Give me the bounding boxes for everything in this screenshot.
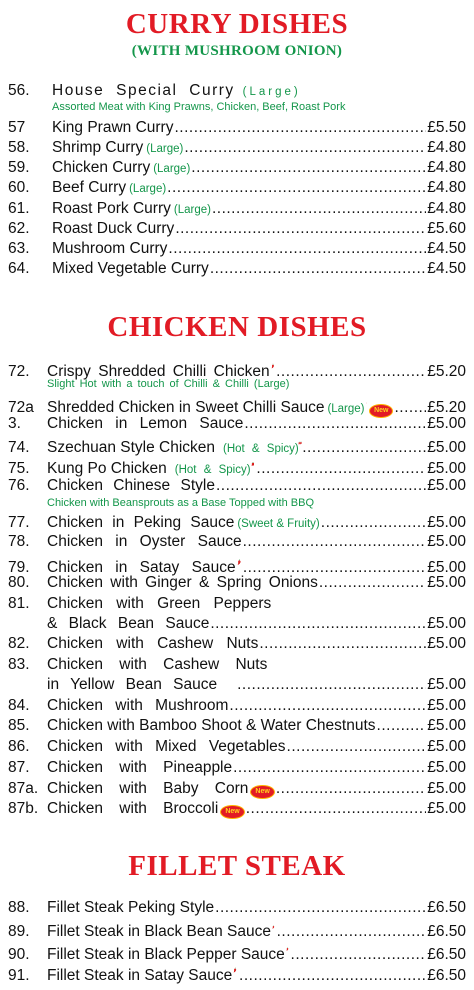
- item-number: 80.: [8, 574, 30, 591]
- item-number: 72a: [8, 399, 34, 416]
- item-price: £5.00: [427, 717, 466, 734]
- item-name: Chicken Chinese Style: [47, 477, 215, 494]
- item-name: King Prawn Curry: [52, 119, 174, 136]
- curry-section-title: CURRY DISHES: [125, 8, 349, 40]
- item-number: 84.: [8, 697, 30, 714]
- item-size: (Large): [153, 163, 191, 175]
- item-number: 60.: [8, 179, 30, 196]
- chili-icon: [286, 939, 289, 959]
- item-number: 72.: [8, 363, 30, 380]
- item-number: 81.: [8, 595, 30, 612]
- item-number: 90.: [8, 946, 30, 963]
- item-name: Mushroom Curry: [52, 240, 168, 257]
- item-price: £4.80: [427, 179, 466, 196]
- leader-dots: [215, 898, 426, 918]
- chili-icon: [272, 918, 275, 936]
- menu-item-59: [8, 158, 466, 178]
- item-price: £4.80: [427, 139, 466, 156]
- chili-icon: [366, 394, 367, 412]
- item-name: Chicken with Ginger & Spring Onions: [47, 574, 318, 591]
- item-number: 87a.: [8, 780, 39, 797]
- item-name: Fillet Steak in Black Pepper Sauce: [47, 946, 285, 963]
- item-price: £5.00: [427, 460, 466, 477]
- item-name: Chicken with Green Peppers: [47, 595, 272, 612]
- item-name: Chicken with Mixed Vegetables: [47, 738, 286, 755]
- menu-item-56: [8, 81, 466, 101]
- item-price: £5.00: [427, 559, 466, 576]
- item-name: Roast Pork Curry: [52, 200, 171, 217]
- item-price: £5.00: [427, 514, 466, 531]
- leader-dots: [276, 779, 426, 799]
- leader-dots: [377, 716, 427, 736]
- leader-dots: [246, 799, 426, 819]
- leader-dots: [167, 178, 426, 198]
- menu-item-72a: [8, 394, 466, 414]
- item-price: £5.00: [427, 439, 467, 456]
- item-price: £5.00: [427, 574, 466, 591]
- leader-dots: [229, 696, 426, 716]
- item-number: 83.: [8, 656, 30, 673]
- item-name-continued: & Black Bean Sauce: [47, 615, 210, 632]
- menu-item-81: [8, 594, 466, 614]
- menu-item-3: [8, 414, 466, 434]
- menu-item-87a: [8, 779, 466, 799]
- item-size: (Large): [327, 403, 365, 415]
- menu-item-79: [8, 552, 466, 576]
- item-note-72: Slight Hot with a touch of Chilli & Chilli (Large): [47, 378, 290, 390]
- item-price: £5.00: [427, 477, 466, 494]
- item-number: 63.: [8, 240, 30, 257]
- menu-item-87b: [8, 799, 466, 819]
- item-price: £4.50: [427, 260, 466, 277]
- menu-item-72: [8, 356, 466, 380]
- menu-item-83-line2: [8, 675, 466, 695]
- item-name: Fillet Steak in Satay Sauce: [47, 967, 233, 984]
- item-name: Fillet Steak in Black Bean Sauce: [47, 923, 272, 940]
- item-name: Szechuan Style Chicken: [47, 439, 216, 456]
- item-number: 82.: [8, 635, 30, 652]
- item-price: £5.20: [427, 363, 466, 380]
- item-price: £5.60: [427, 220, 466, 237]
- item-number: 59.: [8, 159, 30, 176]
- menu-item-84: [8, 696, 466, 716]
- curry-section-subtitle: (WITH MUSHROOM ONION): [131, 43, 343, 59]
- menu-item-60: [8, 178, 466, 198]
- menu-item-75: [8, 455, 466, 475]
- item-price: £6.50: [427, 967, 466, 984]
- menu-item-74: [8, 434, 466, 454]
- item-note-76: Chicken with Beansprouts as a Base Topped with BBQ: [47, 497, 315, 509]
- item-name: House Special Curry: [52, 82, 235, 99]
- leader-dots: [287, 737, 427, 757]
- leader-dots: [210, 614, 426, 634]
- item-number: 87.: [8, 759, 30, 776]
- chili-icon: [237, 552, 241, 572]
- leader-dots: [239, 966, 426, 986]
- item-price: £4.80: [427, 200, 466, 217]
- item-number: 85.: [8, 717, 30, 734]
- menu-item-91: [8, 960, 466, 984]
- item-size: (Large): [242, 86, 301, 98]
- new-badge: New: [250, 785, 274, 799]
- item-name: Fillet Steak Peking Style: [47, 899, 215, 916]
- steak-section-title: FILLET STEAK: [128, 850, 346, 882]
- menu-item-76: [8, 476, 466, 496]
- item-price: £6.50: [427, 899, 466, 916]
- item-name: Roast Duck Curry: [52, 220, 175, 237]
- item-name: Chicken Curry: [52, 159, 151, 176]
- leader-dots: [237, 675, 426, 695]
- item-number: 86.: [8, 738, 30, 755]
- item-price: £4.50: [427, 240, 466, 257]
- new-badge: New: [369, 404, 393, 418]
- item-price: £5.00: [427, 759, 466, 776]
- item-price: £5.00: [427, 615, 466, 632]
- leader-dots: [212, 199, 426, 219]
- item-price: £5.00: [427, 738, 466, 755]
- leader-dots: [243, 532, 427, 552]
- chili-icon: [251, 455, 254, 473]
- item-size: (Large): [173, 204, 211, 216]
- item-number: 78.: [8, 533, 30, 550]
- item-number: 88.: [8, 899, 30, 916]
- item-number: 91.: [8, 967, 30, 984]
- item-name: Chicken with Cashew Nuts: [47, 656, 268, 673]
- item-price: £4.80: [427, 159, 466, 176]
- item-size: (Large): [129, 183, 167, 195]
- item-name: Chicken in Lemon Sauce: [47, 415, 244, 432]
- item-size: (Large): [146, 143, 184, 155]
- item-price: £5.50: [427, 119, 466, 136]
- item-number: 62.: [8, 220, 30, 237]
- item-name: Chicken in Peking Sauce: [47, 514, 235, 531]
- item-number: 79.: [8, 559, 30, 576]
- leader-dots: [319, 573, 426, 593]
- item-name: Shredded Chicken in Sweet Chilli Sauce: [47, 399, 325, 416]
- item-name: Chicken with Bamboo Shoot & Water Chestnuts: [47, 717, 376, 734]
- item-number: 76.: [8, 477, 30, 494]
- leader-dots: [184, 138, 426, 158]
- item-name: Mixed Vegetable Curry: [52, 260, 209, 277]
- leader-dots: [210, 259, 426, 279]
- menu-item-62: [8, 219, 466, 239]
- item-number: 87b.: [8, 800, 39, 817]
- menu-item-88: [8, 898, 466, 918]
- menu-item-90: [8, 939, 466, 963]
- leader-dots: [174, 118, 426, 138]
- menu-item-82: [8, 634, 466, 654]
- item-name: Chicken with Cashew Nuts: [47, 635, 259, 652]
- leader-dots: [168, 239, 426, 259]
- chicken-section-title: CHICKEN DISHES: [107, 311, 367, 343]
- menu-item-58: [8, 138, 466, 158]
- new-badge: New: [220, 805, 244, 819]
- item-name: Chicken in Oyster Sauce: [47, 533, 242, 550]
- item-number: 56.: [8, 82, 30, 99]
- leader-dots: [321, 513, 426, 533]
- item-number: 3.: [8, 415, 21, 432]
- item-size: (Hot & Spicy): [223, 443, 299, 455]
- menu-item-80: [8, 573, 466, 593]
- item-name: Chicken with Broccoli: [47, 800, 219, 817]
- item-price: £5.00: [427, 800, 466, 817]
- menu-item-85: [8, 716, 466, 736]
- menu-item-61: [8, 199, 466, 219]
- item-name-continued: in Yellow Bean Sauce: [47, 676, 218, 693]
- item-number: 57: [8, 119, 26, 136]
- menu-item-81-line2: [8, 614, 466, 634]
- menu-item-87: [8, 758, 466, 778]
- item-name: Beef Curry: [52, 179, 127, 196]
- item-name: Chicken with Mushroom: [47, 697, 229, 714]
- item-number: 77.: [8, 514, 30, 531]
- item-note-56: Assorted Meat with King Prawns, Chicken, Beef, Roast Pork: [52, 101, 346, 113]
- item-price: £5.00: [427, 415, 466, 432]
- item-number: 89.: [8, 923, 30, 940]
- item-number: 75.: [8, 460, 30, 477]
- item-name: Chicken in Satay Sauce: [47, 559, 236, 576]
- menu-item-86: [8, 737, 466, 757]
- item-price: £5.00: [427, 697, 466, 714]
- menu-item-83: [8, 655, 466, 675]
- item-name: Crispy Shredded Chilli Chicken: [47, 363, 270, 380]
- item-name: Chicken with Baby Corn: [47, 780, 249, 797]
- item-number: 58.: [8, 139, 30, 156]
- item-number: 74.: [8, 439, 30, 456]
- menu-item-63: [8, 239, 466, 259]
- item-price: £5.00: [427, 533, 466, 550]
- item-size: (Sweet & Fruity): [237, 518, 320, 530]
- item-price: £6.50: [427, 946, 466, 963]
- chili-icon: [298, 434, 300, 452]
- item-name: Chicken with Pineapple: [47, 759, 233, 776]
- item-price: £5.00: [427, 780, 466, 797]
- leader-dots: [233, 758, 426, 778]
- menu-item-57: [8, 118, 466, 138]
- chili-icon: [233, 960, 237, 980]
- menu-item-64: [8, 259, 466, 279]
- chili-icon: [271, 356, 274, 376]
- item-number: 61.: [8, 200, 30, 217]
- item-price: £5.00: [427, 635, 466, 652]
- item-name: Shrimp Curry: [52, 139, 144, 156]
- leader-dots: [276, 362, 426, 382]
- item-price: £6.50: [427, 923, 466, 940]
- menu-item-89: [8, 918, 466, 938]
- item-price: £5.20: [427, 399, 466, 416]
- menu-item-78: [8, 532, 466, 552]
- leader-dots: [191, 158, 426, 178]
- item-number: 64.: [8, 260, 30, 277]
- leader-dots: [244, 414, 426, 434]
- item-price: £5.00: [427, 676, 466, 693]
- leader-dots: [216, 476, 426, 496]
- leader-dots: [259, 634, 426, 654]
- leader-dots: [175, 219, 426, 239]
- item-size: (Hot & Spicy): [174, 464, 251, 476]
- item-name: Kung Po Chicken: [47, 460, 167, 477]
- menu-item-77: [8, 513, 466, 533]
